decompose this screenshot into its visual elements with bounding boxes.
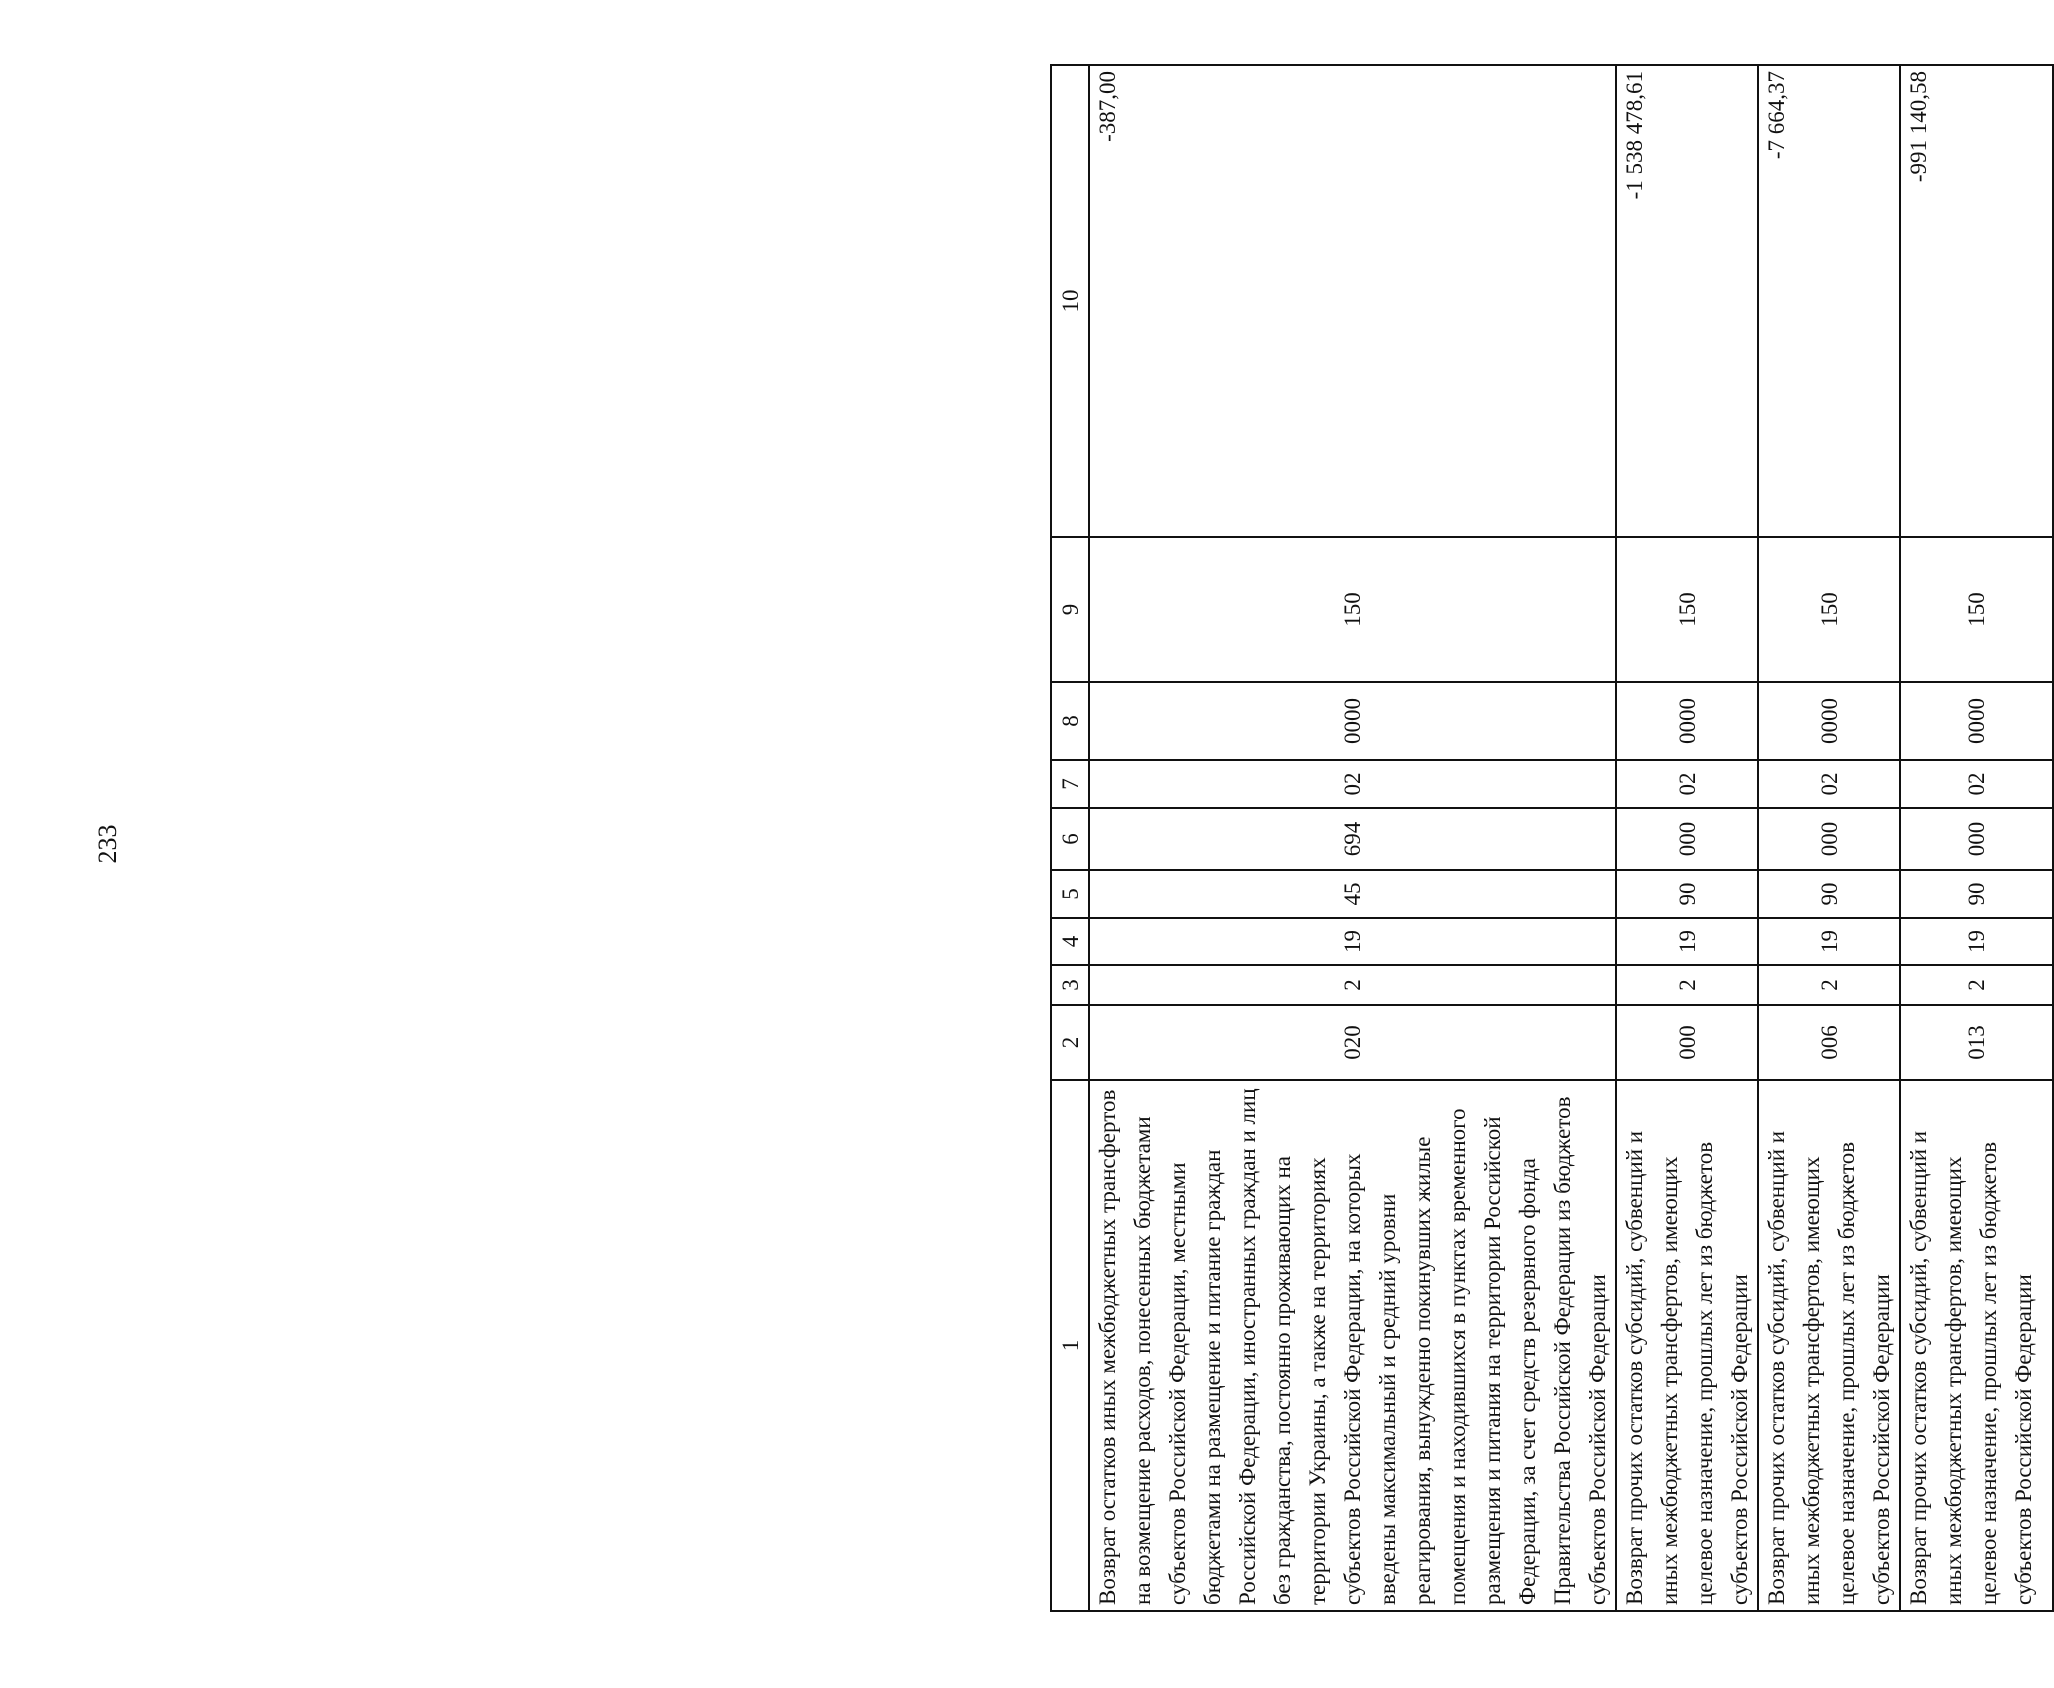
code-cell: 2	[1900, 965, 2053, 1005]
column-header: 6	[1051, 808, 1089, 870]
page-number: 233	[93, 824, 122, 864]
code-cell: 45	[1089, 870, 1616, 918]
table-row	[1089, 65, 1616, 1611]
column-header: 8	[1051, 682, 1089, 760]
row-description: Возврат прочих остатков субсидий, субвенций и иных межбюджетных трансфертов, имеющих целевое назначение, прошлых лет из бюджетов субъектов Российской Федерации	[1758, 1080, 1900, 1611]
code-cell: 694	[1089, 808, 1616, 870]
code-cell: 19	[1616, 918, 1758, 965]
row-description: Возврат прочих остатков субсидий, субвенций и иных межбюджетных трансфертов, имеющих целевое назначение, прошлых лет из бюджетов субъектов Российской Федерации	[1616, 1080, 1758, 1611]
code-cell: 2	[1758, 965, 1900, 1005]
column-header: 3	[1051, 965, 1089, 1005]
column-header: 7	[1051, 760, 1089, 808]
code-cell: 150	[1900, 537, 2053, 682]
code-cell: 0000	[1758, 682, 1900, 760]
code-cell: 150	[1089, 537, 1616, 682]
column-header: 4	[1051, 918, 1089, 965]
column-header: 2	[1051, 1005, 1089, 1080]
code-cell: 000	[1900, 808, 2053, 870]
code-cell: 0000	[1616, 682, 1758, 760]
code-cell: 90	[1900, 870, 2053, 918]
row-description: Возврат остатков иных межбюджетных трансфертов на возмещение расходов, понесенных бюджетами субъектов Российской Федерации, местными бюджетами на размещение и питание граждан Российской Федерации, иностранных граждан и лиц без гражданства, постоянно проживающих на территории Украины, а также на территориях субъектов Российской Федерации, на которых введены максимальный и средний уровни реагирования, вынужденно покинувших жилые помещения и находившихся в пунктах временного размещения и питания на территории Российской Федерации, за счет средств резервного фонда Правительства Российской Федерации из бюджетов субъектов Российской Федерации	[1089, 1080, 1616, 1611]
code-cell: 000	[1758, 808, 1900, 870]
table-row	[1758, 65, 1900, 1611]
code-cell: 150	[1758, 537, 1900, 682]
budget-table	[1050, 64, 2054, 1612]
code-cell: 90	[1616, 870, 1758, 918]
code-cell: 2	[1616, 965, 1758, 1005]
column-header: 5	[1051, 870, 1089, 918]
rotated-table-container	[1050, 66, 2036, 1612]
code-cell: 02	[1900, 760, 2053, 808]
amount-cell: -1 538 478,61	[1616, 65, 1758, 537]
code-cell: 19	[1758, 918, 1900, 965]
code-cell: 020	[1089, 1005, 1616, 1080]
code-cell: 19	[1089, 918, 1616, 965]
code-cell: 02	[1616, 760, 1758, 808]
code-cell: 0000	[1900, 682, 2053, 760]
column-header: 9	[1051, 537, 1089, 682]
table-header-row	[1051, 65, 1089, 1611]
code-cell: 013	[1900, 1005, 2053, 1080]
column-header: 10	[1051, 65, 1089, 537]
code-cell: 19	[1900, 918, 2053, 965]
code-cell: 02	[1089, 760, 1616, 808]
table-row	[1616, 65, 1758, 1611]
table-row	[1900, 65, 2053, 1611]
code-cell: 000	[1616, 808, 1758, 870]
code-cell: 0000	[1089, 682, 1616, 760]
amount-cell: -991 140,58	[1900, 65, 2053, 537]
code-cell: 000	[1616, 1005, 1758, 1080]
row-description: Возврат прочих остатков субсидий, субвенций и иных межбюджетных трансфертов, имеющих целевое назначение, прошлых лет из бюджетов субъектов Российской Федерации	[1900, 1080, 2053, 1611]
column-header: 1	[1051, 1080, 1089, 1611]
code-cell: 150	[1616, 537, 1758, 682]
code-cell: 006	[1758, 1005, 1900, 1080]
amount-cell: -387,00	[1089, 65, 1616, 537]
code-cell: 02	[1758, 760, 1900, 808]
amount-cell: -7 664,37	[1758, 65, 1900, 537]
code-cell: 2	[1089, 965, 1616, 1005]
code-cell: 90	[1758, 870, 1900, 918]
